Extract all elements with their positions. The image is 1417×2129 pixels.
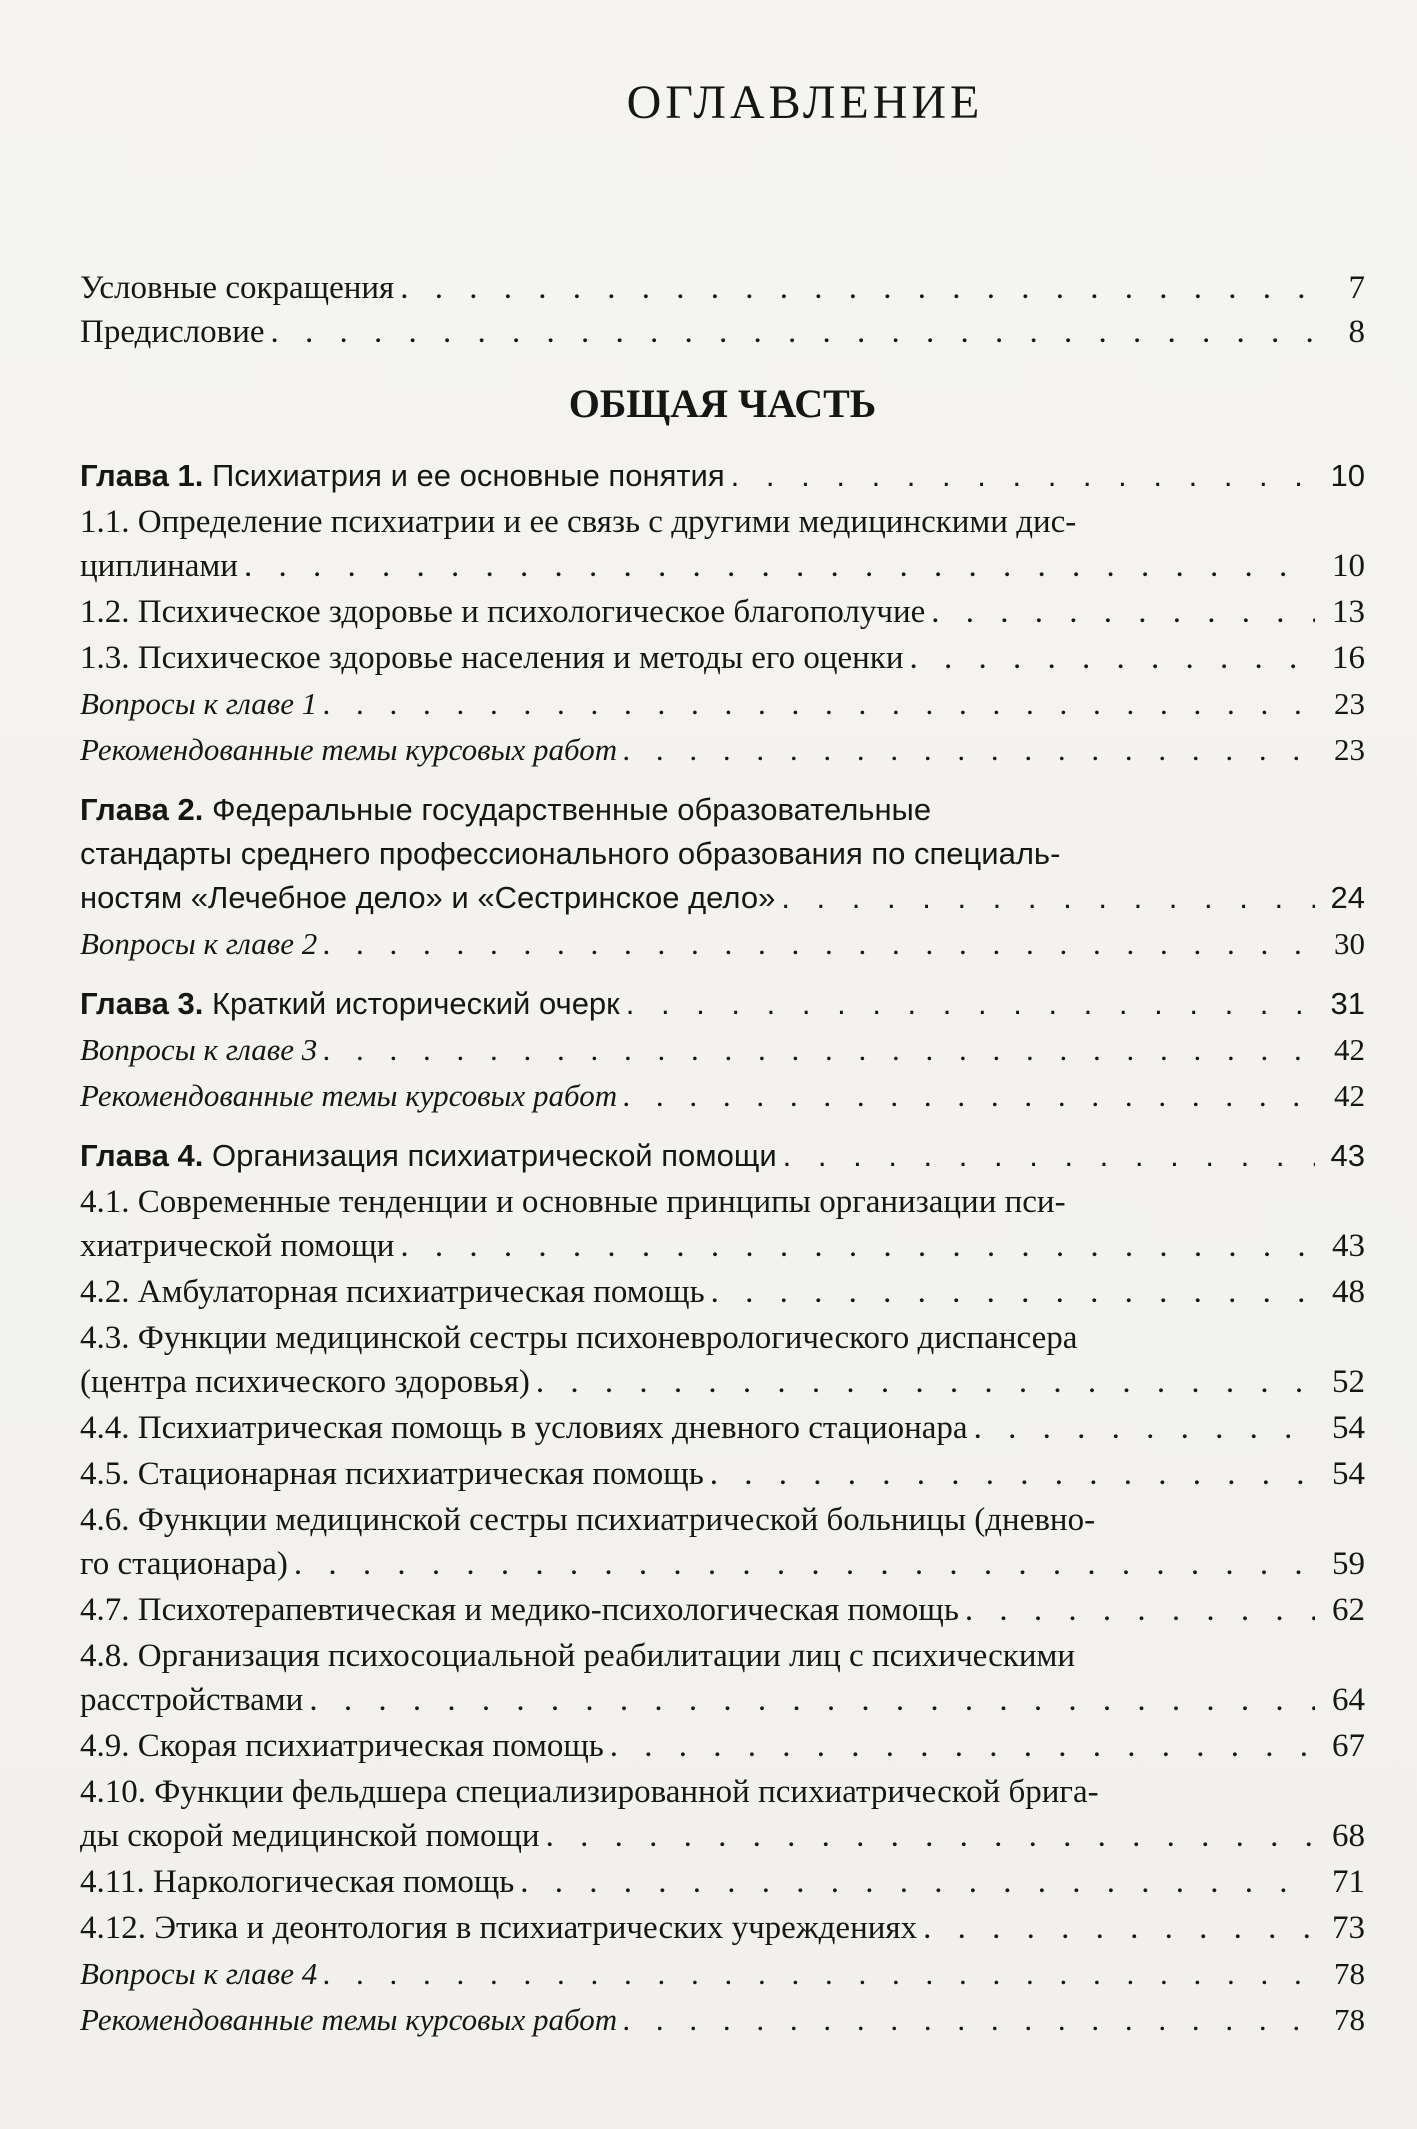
entry-label: 1.2. Психическое здоровье и психологическое благополучие [80, 594, 926, 630]
entry-label-line1: 4.8. Организация психосоциальной реабилитации лиц с психическими [80, 1638, 1076, 1674]
page-number: 42 [1334, 1078, 1365, 1113]
toc-section-4-7[interactable] [80, 1588, 1365, 1632]
page-number: 54 [1332, 1456, 1365, 1492]
leader-dots [400, 266, 1315, 310]
leader-dots [623, 1998, 1315, 2042]
page-number: 73 [1332, 1910, 1365, 1946]
toc-entry-preface[interactable] [80, 310, 1365, 354]
leader-dots [323, 1028, 1315, 1072]
leader-dots [323, 922, 1315, 966]
chapter-prefix: Глава 2. [80, 792, 204, 827]
page-number: 48 [1332, 1274, 1365, 1310]
page-title: ОГЛАВЛЕНИЕ [626, 76, 984, 129]
toc-entry-abbreviations[interactable] [80, 266, 1365, 310]
toc-topics-3[interactable] [80, 1074, 1365, 1118]
page-number: 13 [1332, 594, 1365, 630]
page-number: 54 [1332, 1410, 1365, 1446]
page-number: 31 [1330, 986, 1365, 1021]
leader-dots [931, 590, 1315, 634]
toc-section-4-3[interactable] [80, 1316, 1365, 1404]
page-number: 71 [1332, 1864, 1365, 1900]
entry-label-line1: 1.1. Определение психиатрии и ее связь с другими медицинскими дис- [80, 504, 1077, 540]
entry-label-line1: 4.6. Функции медицинской сестры психиатрической больницы (дневно- [80, 1502, 1096, 1538]
entry-label-line2: циплинами [80, 548, 238, 584]
page-number: 62 [1332, 1592, 1365, 1628]
toc-section-1-1[interactable] [80, 500, 1365, 588]
chapter-prefix: Глава 1. [80, 458, 204, 493]
page-number: 30 [1334, 926, 1365, 961]
page-number: 43 [1332, 1228, 1365, 1264]
entry-label: 1.3. Психическое здоровье населения и методы его оценки [80, 640, 904, 676]
page-number: 23 [1334, 732, 1365, 767]
toc-questions-1[interactable] [80, 682, 1365, 726]
entry-label: Предисловие [80, 314, 265, 350]
chapter-prefix: Глава 4. [80, 1138, 204, 1173]
toc-chapter-3[interactable] [80, 982, 1365, 1026]
leader-dots [923, 1906, 1315, 1950]
toc-section-1-3[interactable] [80, 636, 1365, 680]
page-number: 42 [1334, 1032, 1365, 1067]
toc-section-1-2[interactable] [80, 590, 1365, 634]
entry-label: Рекомендованные темы курсовых работ [80, 1078, 618, 1113]
page-number: 24 [1330, 880, 1365, 915]
entry-label-line1: 4.3. Функции медицинской сестры психоневрологического диспансера [80, 1320, 1078, 1356]
leader-dots [781, 876, 1315, 920]
entry-label: Рекомендованные темы курсовых работ [80, 2002, 618, 2037]
entry-label-line2: го стационара) [80, 1546, 288, 1582]
page-number: 23 [1334, 686, 1365, 721]
leader-dots [965, 1588, 1315, 1632]
chapter-title: Психиатрия и ее основные понятия [211, 458, 725, 493]
page-number: 10 [1330, 458, 1365, 493]
toc-topics-4[interactable] [80, 1998, 1365, 2042]
toc-section-4-12[interactable] [80, 1906, 1365, 1950]
toc-chapter-4[interactable] [80, 1134, 1365, 1178]
leader-dots [783, 1134, 1315, 1178]
leader-dots [710, 1452, 1315, 1496]
toc-chapter-2[interactable] [80, 788, 1365, 920]
entry-label: 4.11. Наркологическая помощь [80, 1864, 515, 1900]
entry-label: Вопросы к главе 2 [80, 926, 318, 961]
entry-label: Вопросы к главе 3 [80, 1032, 318, 1067]
toc-section-4-6[interactable] [80, 1498, 1365, 1586]
leader-dots [626, 982, 1315, 1026]
leader-dots [610, 1724, 1315, 1768]
leader-dots [910, 636, 1315, 680]
leader-dots [546, 1814, 1315, 1858]
chapter-prefix: Глава 3. [80, 986, 204, 1021]
entry-label-line2: хиатрической помощи [80, 1228, 395, 1264]
toc-section-4-4[interactable] [80, 1406, 1365, 1450]
entry-label: Вопросы к главе 4 [80, 1956, 318, 1991]
entry-label-line2: ды скорой медицинской помощи [80, 1818, 540, 1854]
entry-label-line2: расстройствами [80, 1682, 304, 1718]
section-heading: ОБЩАЯ ЧАСТЬ [568, 381, 877, 426]
toc-questions-2[interactable] [80, 922, 1365, 966]
toc-section-4-1[interactable] [80, 1180, 1365, 1268]
leader-dots [323, 682, 1315, 726]
entry-label: 4.7. Психотерапевтическая и медико-психологическая помощь [80, 1592, 959, 1628]
leader-dots [623, 1074, 1315, 1118]
chapter-title: Краткий исторический очерк [211, 986, 620, 1021]
leader-dots [974, 1406, 1315, 1450]
entry-label: 4.5. Стационарная психиатрическая помощь [80, 1456, 704, 1492]
page-number: 7 [1348, 270, 1365, 306]
leader-dots [400, 1224, 1315, 1268]
page-number: 67 [1332, 1728, 1365, 1764]
leader-dots [623, 728, 1315, 772]
toc-questions-4[interactable] [80, 1952, 1365, 1996]
toc-questions-3[interactable] [80, 1028, 1365, 1072]
toc-section-4-10[interactable] [80, 1770, 1365, 1858]
page-number: 68 [1332, 1818, 1365, 1854]
page-number: 16 [1332, 640, 1365, 676]
entry-label: 4.12. Этика и деонтология в психиатрических учреждениях [80, 1910, 918, 1946]
toc-section-4-2[interactable] [80, 1270, 1365, 1314]
toc-section-4-11[interactable] [80, 1860, 1365, 1904]
chapter-title: Организация психиатрической помощи [211, 1138, 777, 1173]
chapter-title-line3: ностям «Лечебное дело» и «Сестринское дело» [80, 880, 776, 915]
toc-section-4-5[interactable] [80, 1452, 1365, 1496]
page-number: 78 [1334, 1956, 1365, 1991]
chapter-title-line2: стандарты среднего профессионального образования по специаль- [80, 836, 1061, 871]
entry-label-line1: 4.1. Современные тенденции и основные принципы организации пси- [80, 1184, 1066, 1220]
page-number: 43 [1330, 1138, 1365, 1173]
toc-section-4-9[interactable] [80, 1724, 1365, 1768]
leader-dots [271, 310, 1316, 354]
leader-dots [244, 544, 1315, 588]
entry-label: Условные сокращения [80, 270, 395, 306]
leader-dots [536, 1360, 1315, 1404]
entry-label: Вопросы к главе 1 [80, 686, 318, 721]
leader-dots [323, 1952, 1315, 1996]
leader-dots [711, 1270, 1315, 1314]
entry-label-line1: 4.10. Функции фельдшера специализированной психиатрической брига- [80, 1774, 1099, 1810]
toc-section-4-8[interactable] [80, 1634, 1365, 1722]
page-number: 10 [1332, 548, 1365, 584]
leader-dots [731, 454, 1315, 498]
entry-label: 4.9. Скорая психиатрическая помощь [80, 1728, 604, 1764]
entry-label: Рекомендованные темы курсовых работ [80, 732, 618, 767]
toc-topics-1[interactable] [80, 728, 1365, 772]
leader-dots [294, 1542, 1315, 1586]
toc-chapter-1[interactable] [80, 454, 1365, 498]
entry-label: 4.4. Психиатрическая помощь в условиях дневного стационара [80, 1410, 968, 1446]
page-number: 52 [1332, 1364, 1365, 1400]
leader-dots [520, 1860, 1315, 1904]
page-number: 64 [1332, 1682, 1365, 1718]
page-number: 78 [1334, 2002, 1365, 2037]
entry-label-line2: (центра психического здоровья) [80, 1364, 530, 1400]
leader-dots [309, 1678, 1315, 1722]
page-number: 8 [1348, 314, 1365, 350]
chapter-title-line1: Федеральные государственные образовательные [211, 792, 932, 827]
page-number: 59 [1332, 1546, 1365, 1582]
entry-label: 4.2. Амбулаторная психиатрическая помощь [80, 1274, 705, 1310]
